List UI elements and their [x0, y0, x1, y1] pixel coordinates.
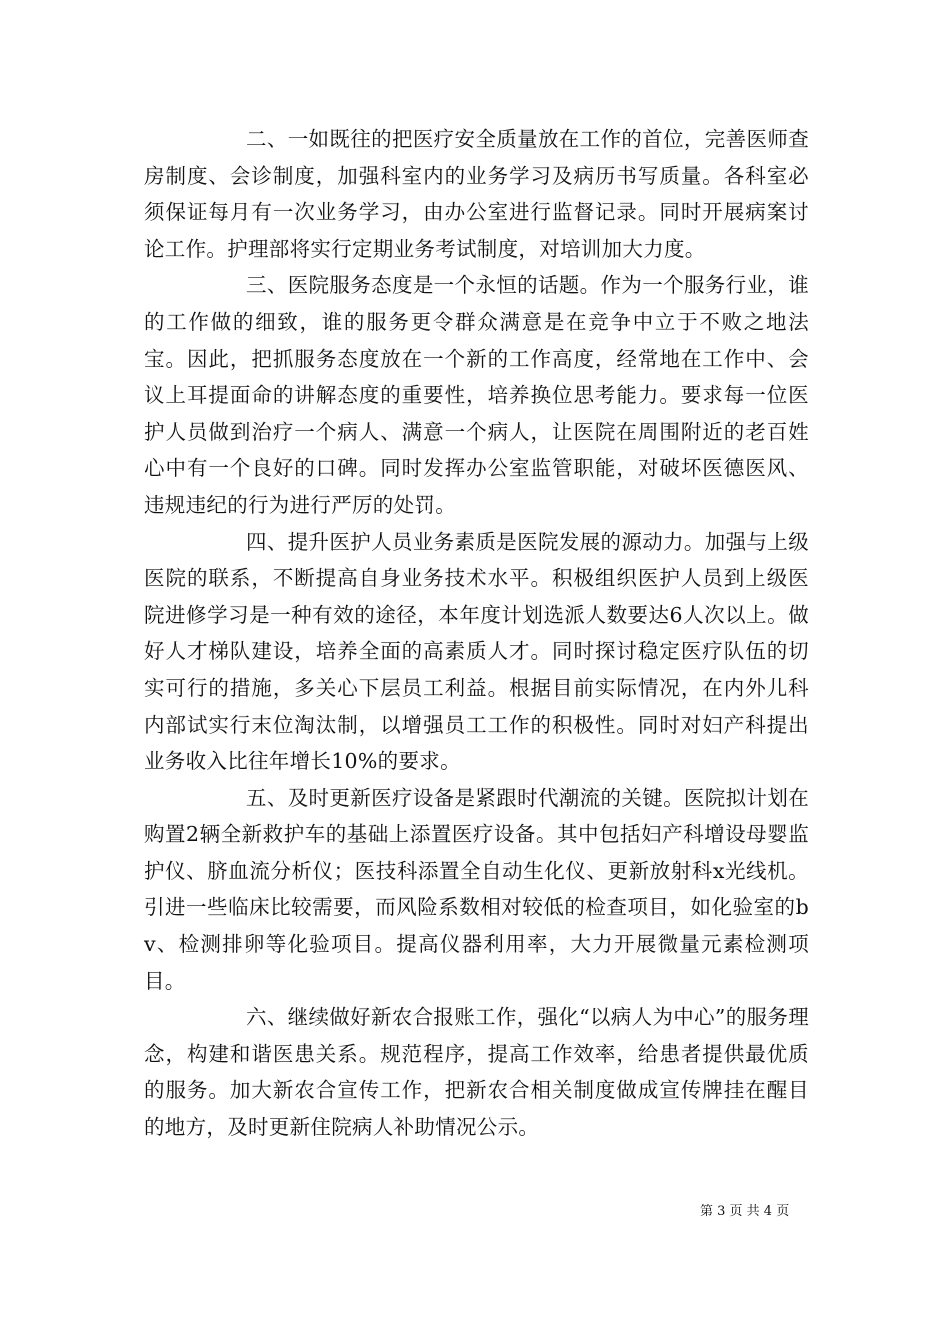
- paragraph-6: 六、继续做好新农合报账工作，强化“以病人为中心”的服务理念，构建和谐医患关系。规范程序，提高工作效率，给患者提供最优质的服务。加大新农合宣传工作，把新农合相关制度做成宣传牌挂在醒目的地方，及时更新住院病人补助情况公示。: [144, 1005, 809, 1140]
- paragraph-3: 三、医院服务态度是一个永恒的话题。作为一个服务行业，谁的工作做的细致，谁的服务更令群众满意是在竞争中立于不败之地法宝。因此，把抓服务态度放在一个新的工作高度，经常地在工作中、会议上耳提面命的讲解态度的重要性，培养换位思考能力。要求每一位医护人员做到治疗一个病人、满意一个病人，让医院在周围附近的老百姓心中有一个良好的口碑。同时发挥办公室监管职能，对破坏医德医风、违规违纪的行为进行严厉的处罚。: [144, 273, 809, 517]
- paragraph-4: 四、提升医护人员业务素质是医院发展的源动力。加强与上级医院的联系，不断提高自身业务技术水平。积极组织医护人员到上级医院进修学习是一种有效的途径，本年度计划选派人数要达6人次以上。做好人才梯队建设，培养全面的高素质人才。同时探讨稳定医疗队伍的切实可行的措施，多关心下层员工利益。根据目前实际情况，在内外儿科内部试实行末位淘汰制，以增强员工工作的积极性。同时对妇产科提出业务收入比往年增长10%的要求。: [144, 529, 809, 774]
- document-body: [144, 121, 809, 1146]
- page-number-footer: 第 3 页 共 4 页: [700, 1204, 790, 1219]
- paragraph-2: 二、一如既往的把医疗安全质量放在工作的首位，完善医师查房制度、会诊制度，加强科室内的业务学习及病历书写质量。各科室必须保证每月有一次业务学习，由办公室进行监督记录。同时开展病案讨论工作。护理部将实行定期业务考试制度，对培训加大力度。: [144, 127, 809, 261]
- paragraph-5: 五、及时更新医疗设备是紧跟时代潮流的关键。医院拟计划在购置2辆全新救护车的基础上添置医疗设备。其中包括妇产科增设母婴监护仪、脐血流分析仪；医技科添置全自动生化仪、更新放射科x光线机。引进一些临床比较需要，而风险系数相对较低的检查项目，如化验室的bv、检测排卵等化验项目。提高仪器利用率，大力开展微量元素检测项目。: [144, 785, 809, 993]
